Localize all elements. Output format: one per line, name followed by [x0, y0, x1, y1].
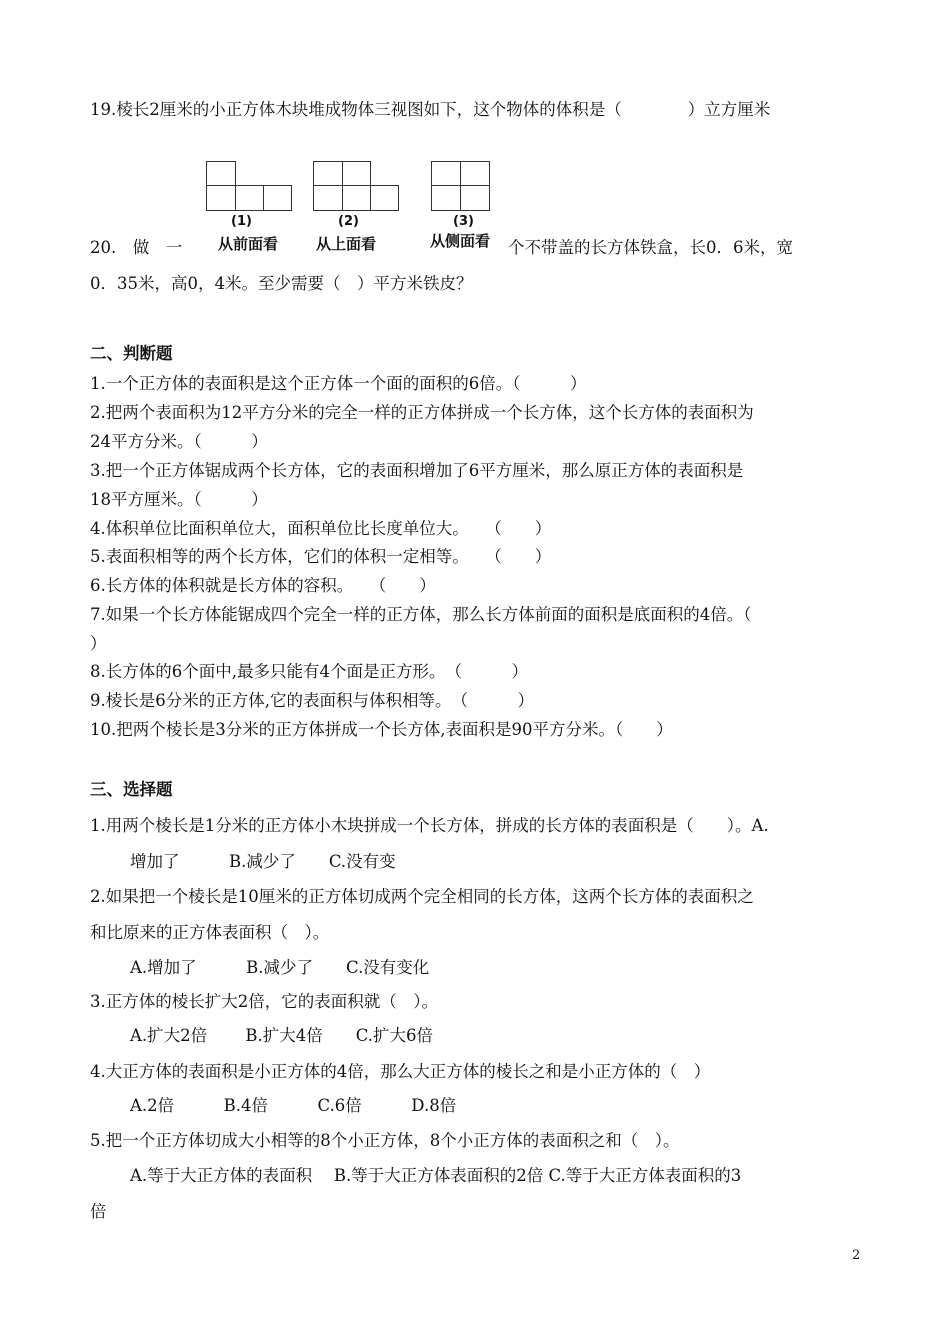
tf-line-1: 1.一个正方体的表面积是这个正方体一个面的面积的6倍。（ ）: [90, 374, 587, 393]
tf-line-5: 18平方厘米。（ ）: [90, 490, 268, 509]
figure-1-label: 从前面看: [218, 235, 279, 253]
page-number: 2: [852, 1248, 861, 1263]
tf-line-12: 9.棱长是6分米的正方体,它的表面积与体积相等。 （ ）: [90, 691, 534, 710]
tf-line-7: 5.表面积相等的两个长方体，它们的体积一定相等。 （ ）: [90, 547, 552, 566]
section-3-title: 三、选择题: [90, 780, 173, 799]
question-20-suffix: 个不带盖的长方体铁盒，长0．6米，宽: [508, 238, 793, 257]
tf-line-6: 4.体积单位比面积单位大，面积单位比长度单位大。 （ ）: [90, 519, 552, 538]
mc-question-3: 3.正方体的棱长扩大2倍，它的表面积就（ ）。: [90, 992, 438, 1011]
tf-line-2: 2.把两个表面积为12平方分米的完全一样的正方体拼成一个长方体，这个长方体的表面积为: [90, 403, 754, 422]
mc-question-2-line1: 2.如果把一个棱长是10厘米的正方体切成两个完全相同的长方体，这两个长方体的表面积之: [90, 887, 754, 906]
mc-options-3: A.扩大2倍 B.扩大4倍 C.扩大6倍: [130, 1026, 434, 1045]
mc-options-4: A.2倍 B.4倍 C.6倍 D.8倍: [130, 1096, 457, 1115]
question-19: 19.棱长2厘米的小正方体木块堆成物体三视图如下，这个物体的体积是（ ）立方厘米: [90, 100, 771, 119]
mc-question-4: 4.大正方体的表面积是小正方体的4倍，那么大正方体的棱长之和是小正方体的（ ）: [90, 1062, 711, 1081]
mc-options-5: A.等于大正方体的表面积 B.等于大正方体表面积的2倍 C.等于大正方体表面积的3: [130, 1166, 742, 1185]
mc-options-2: A.增加了 B.减少了 C.没有变化: [130, 958, 430, 977]
figure-3-number: (3): [453, 214, 474, 229]
mc-question-1: 1.用两个棱长是1分米的正方体小木块拼成一个长方体，拼成的长方体的表面积是（ ）。A.: [90, 816, 769, 835]
tf-line-11: 8.长方体的6个面中,最多只能有4个面是正方形。 （ ）: [90, 662, 528, 681]
tf-line-4: 3.把一个正方体锯成两个长方体，它的表面积增加了6平方厘米，那么原正方体的表面积是: [90, 461, 744, 480]
question-20-line2: 0．35米，高0，4米。至少需要（ ）平方米铁皮？: [90, 274, 473, 293]
tf-line-10: ）: [90, 634, 107, 653]
mc-question-2-line2: 和比原来的正方体表面积（ ）。: [90, 923, 330, 942]
mc-options-5-tail: 倍: [90, 1202, 107, 1221]
figure-2-label: 从上面看: [316, 235, 377, 253]
question-20-prefix: 20. 做 一: [90, 238, 183, 257]
tf-line-3: 24平方分米。（ ）: [90, 432, 268, 451]
figure-3-label: 从侧面看: [430, 232, 491, 250]
mc-question-5: 5.把一个正方体切成大小相等的8个小正方体，8个小正方体的表面积之和（ ）。: [90, 1131, 680, 1150]
figure-1-number: (1): [231, 214, 252, 229]
tf-line-13: 10.把两个棱长是3分米的正方体拼成一个长方体,表面积是90平方分米。（ ）: [90, 720, 673, 739]
tf-line-8: 6.长方体的体积就是长方体的容积。 （ ）: [90, 576, 436, 595]
tf-line-9: 7.如果一个长方体能锯成四个完全一样的正方体，那么长方体前面的面积是底面积的4倍。（: [90, 605, 752, 624]
section-2-title: 二、判断题: [90, 344, 173, 363]
mc-options-1: 增加了 B.减少了 C.没有变: [130, 852, 396, 871]
figure-2-number: (2): [338, 214, 359, 229]
